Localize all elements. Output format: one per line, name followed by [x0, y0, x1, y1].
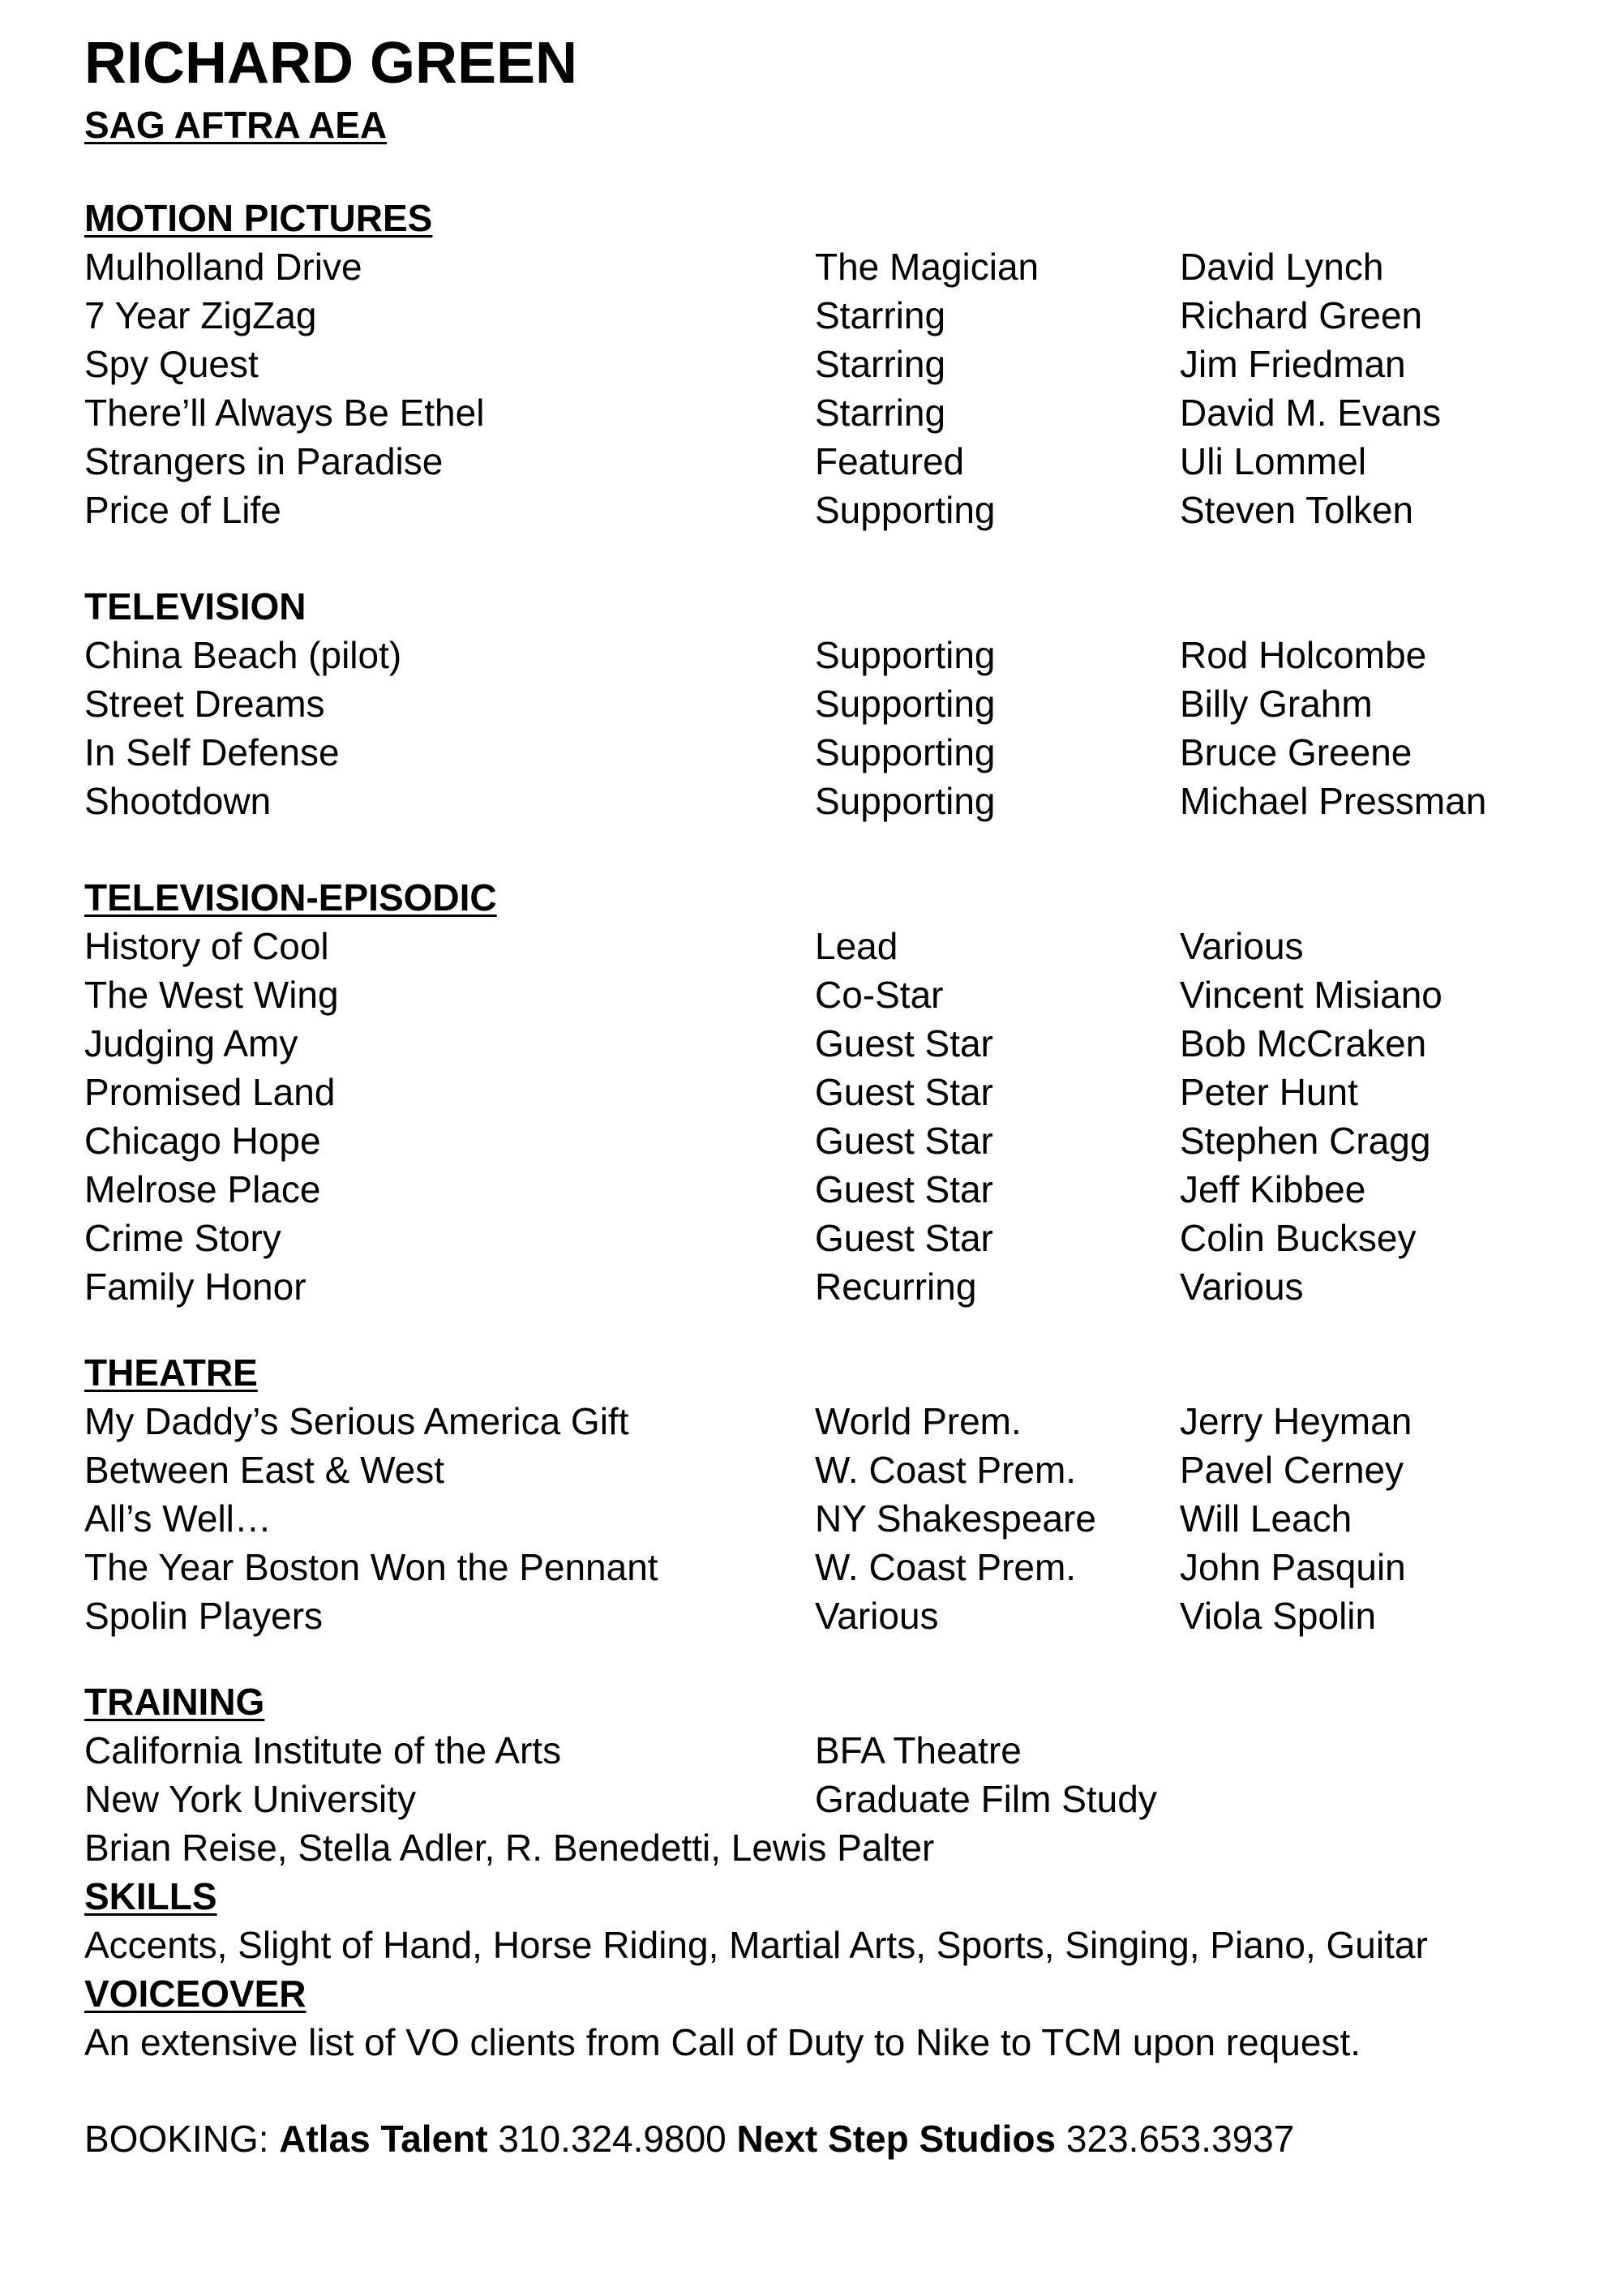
booking-agency: Next Step Studios	[736, 2118, 1057, 2160]
credit-row	[84, 728, 1592, 777]
credit-row	[84, 970, 1592, 1019]
credit-director: Jim Friedman	[1180, 343, 1406, 385]
section-television-episodic	[84, 873, 1592, 1311]
credit-role: Starring	[815, 392, 946, 434]
credit-director: Pavel Cerney	[1180, 1449, 1404, 1491]
credit-role: The Magician	[815, 246, 1039, 288]
credit-role: W. Coast Prem.	[815, 1449, 1077, 1491]
resume-page	[84, 23, 1592, 2163]
training-teachers: Brian Reise, Stella Adler, R. Benedetti, Lewis Palter	[84, 1827, 935, 1869]
credit-role: Lead	[815, 925, 898, 967]
credit-title: In Self Defense	[84, 731, 340, 773]
booking-phone: 323.653.3937	[1065, 2118, 1295, 2160]
credit-director: Billy Grahm	[1180, 683, 1373, 725]
skills-text: Accents, Slight of Hand, Horse Riding, Martial Arts, Sports, Singing, Piano, Guitar	[84, 1924, 1428, 1966]
credit-director: Stephen Cragg	[1180, 1120, 1431, 1162]
credit-role: NY Shakespeare	[815, 1497, 1096, 1540]
credit-title: Spolin Players	[84, 1595, 324, 1637]
credit-role: Guest Star	[815, 1120, 993, 1162]
credit-row	[84, 777, 1592, 825]
credit-director: Jeff Kibbee	[1180, 1168, 1366, 1210]
booking-label: BOOKING:	[84, 2118, 269, 2160]
spacer	[84, 1640, 1592, 1677]
section-voiceover	[84, 1969, 1592, 2067]
section-motion-pictures	[84, 194, 1592, 534]
booking-line	[84, 2114, 1592, 2163]
credit-director: Peter Hunt	[1180, 1071, 1358, 1113]
training-program: Graduate Film Study	[815, 1778, 1157, 1820]
credit-role: Supporting	[815, 634, 996, 676]
training-row	[84, 1775, 1592, 1823]
credit-director: Will Leach	[1180, 1497, 1352, 1540]
credit-row	[84, 1019, 1592, 1068]
section-heading: VOICEOVER	[84, 1973, 306, 2015]
credit-title: All’s Well…	[84, 1497, 272, 1540]
credit-director: Various	[1180, 925, 1304, 967]
credit-director: Various	[1180, 1266, 1304, 1308]
spacer	[84, 146, 1592, 194]
credit-title: History of Cool	[84, 925, 329, 967]
training-school: New York University	[84, 1778, 417, 1820]
voiceover-text: An extensive list of VO clients from Call of Duty to Nike to TCM upon request.	[84, 2021, 1361, 2063]
credit-title: Chicago Hope	[84, 1120, 321, 1162]
credit-title: Between East & West	[84, 1449, 445, 1491]
credit-title: My Daddy’s Serious America Gift	[84, 1400, 629, 1442]
credit-title: There’ll Always Be Ethel	[84, 392, 485, 434]
credit-role: Starring	[815, 294, 946, 336]
credit-title: The West Wing	[84, 974, 339, 1016]
credit-role: Co-Star	[815, 974, 944, 1016]
credit-row	[84, 340, 1592, 388]
credit-row	[84, 486, 1592, 534]
credit-director: Bob McCraken	[1180, 1022, 1427, 1064]
credit-title: Judging Amy	[84, 1022, 298, 1064]
section-skills	[84, 1872, 1592, 1969]
credit-row	[84, 388, 1592, 437]
training-school: California Institute of the Arts	[84, 1729, 562, 1771]
credit-title: Strangers in Paradise	[84, 440, 444, 482]
credit-title: Spy Quest	[84, 343, 259, 385]
section-heading: TELEVISION	[84, 585, 306, 628]
credit-director: Vincent Misiano	[1180, 974, 1442, 1016]
credit-role: Supporting	[815, 780, 996, 822]
credit-row	[84, 1494, 1592, 1543]
booking-phone: 310.324.9800	[498, 2118, 727, 2160]
credit-role: W. Coast Prem.	[815, 1546, 1077, 1588]
credit-row	[84, 631, 1592, 679]
credit-director: Richard Green	[1180, 294, 1423, 336]
credit-title: 7 Year ZigZag	[84, 294, 317, 336]
credit-row	[84, 1543, 1592, 1591]
credit-role: Guest Star	[815, 1168, 993, 1210]
credit-role: Recurring	[815, 1266, 977, 1308]
credit-role: Guest Star	[815, 1217, 993, 1259]
credit-role: Featured	[815, 440, 965, 482]
credit-director: John Pasquin	[1180, 1546, 1406, 1588]
credit-role: Various	[815, 1595, 939, 1637]
credit-director: Uli Lommel	[1180, 440, 1367, 482]
credit-title: Crime Story	[84, 1217, 281, 1259]
credit-role: Guest Star	[815, 1022, 993, 1064]
credit-row	[84, 437, 1592, 486]
credit-row	[84, 1116, 1592, 1165]
credit-row	[84, 1591, 1592, 1640]
credit-role: Supporting	[815, 489, 996, 531]
section-heading: TELEVISION-EPISODIC	[84, 876, 497, 919]
credit-row	[84, 922, 1592, 970]
credit-role: Supporting	[815, 683, 996, 725]
credit-director: David Lynch	[1180, 246, 1384, 288]
credit-row	[84, 291, 1592, 340]
union-affiliations: SAG AFTRA AEA	[84, 104, 388, 146]
credit-row	[84, 1214, 1592, 1262]
section-heading: SKILLS	[84, 1875, 217, 1917]
credit-director: Bruce Greene	[1180, 731, 1412, 773]
credit-director: Michael Pressman	[1180, 780, 1487, 822]
credit-role: World Prem.	[815, 1400, 1022, 1442]
spacer	[84, 534, 1592, 582]
section-television	[84, 582, 1592, 825]
credit-director: Viola Spolin	[1180, 1595, 1377, 1637]
credit-row	[84, 1068, 1592, 1116]
section-heading: THEATRE	[84, 1351, 258, 1394]
credit-title: Street Dreams	[84, 683, 325, 725]
credit-director: Colin Bucksey	[1180, 1217, 1417, 1259]
credit-title: Mulholland Drive	[84, 246, 362, 288]
credit-title: Price of Life	[84, 489, 281, 531]
section-training	[84, 1677, 1592, 1872]
credit-row	[84, 1262, 1592, 1311]
credit-title: Shootdown	[84, 780, 272, 822]
credit-title: Family Honor	[84, 1266, 306, 1308]
training-program: BFA Theatre	[815, 1729, 1022, 1771]
credit-director: Rod Holcombe	[1180, 634, 1427, 676]
credit-role: Guest Star	[815, 1071, 993, 1113]
spacer	[84, 2067, 1592, 2114]
credit-row	[84, 1446, 1592, 1494]
booking-agency: Atlas Talent	[279, 2118, 488, 2160]
credit-row	[84, 1165, 1592, 1214]
credit-row	[84, 1397, 1592, 1446]
spacer	[84, 825, 1592, 873]
credit-director: Steven Tolken	[1180, 489, 1414, 531]
credit-role: Starring	[815, 343, 946, 385]
actor-name: RICHARD GREEN	[84, 31, 578, 96]
credit-title: The Year Boston Won the Pennant	[84, 1546, 658, 1588]
spacer	[84, 1311, 1592, 1348]
section-heading: TRAINING	[84, 1681, 265, 1723]
training-row	[84, 1726, 1592, 1775]
credit-title: Melrose Place	[84, 1168, 321, 1210]
credit-title: China Beach (pilot)	[84, 634, 402, 676]
credit-director: Jerry Heyman	[1180, 1400, 1412, 1442]
section-heading: MOTION PICTURES	[84, 197, 433, 239]
credit-title: Promised Land	[84, 1071, 336, 1113]
credit-row	[84, 242, 1592, 291]
section-theatre	[84, 1348, 1592, 1640]
credit-row	[84, 679, 1592, 728]
credit-role: Supporting	[815, 731, 996, 773]
credit-director: David M. Evans	[1180, 392, 1442, 434]
